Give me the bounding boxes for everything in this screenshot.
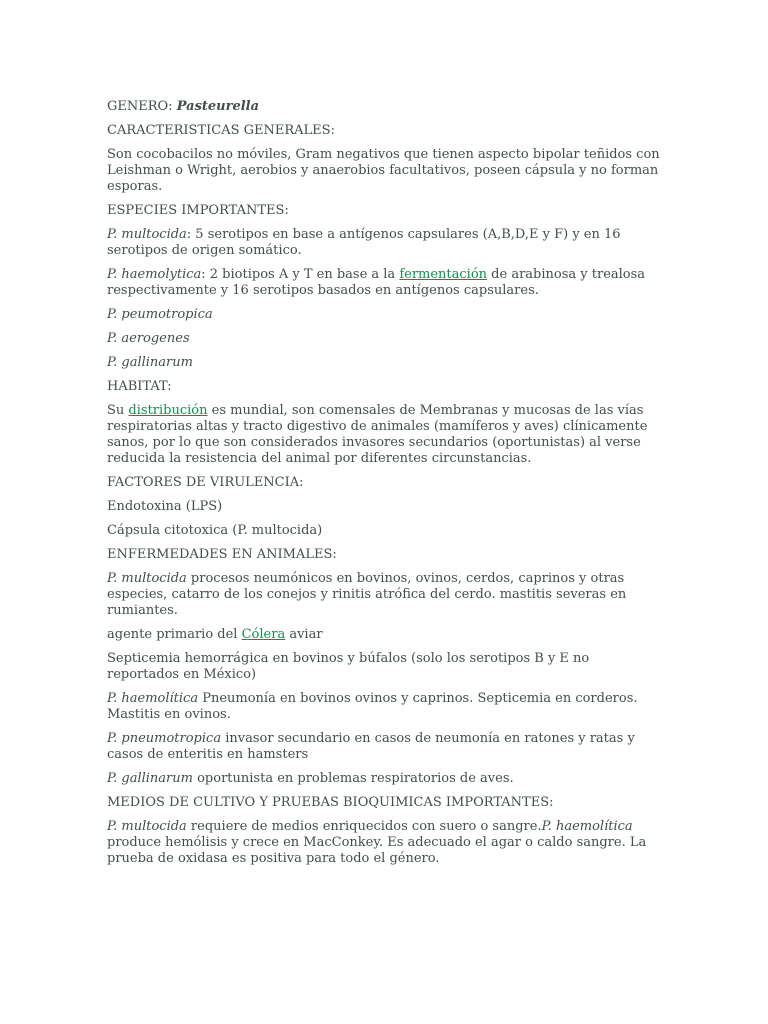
media-paragraph [107,819,663,867]
species-description: de arabinosa y trealosa respectivamente y 16 serotipos basados en antígenos capsulares. [107,267,646,298]
colera-link[interactable]: Cólera [241,627,286,642]
fermentacion-link[interactable]: fermentación [399,267,488,282]
virulence-item-endotoxin: Endotoxina (LPS) [107,499,223,514]
disease-description: aviar [285,627,323,642]
species-peumotropica: P. peumotropica [107,307,213,322]
disease-description: procesos neumónicos en bovinos, ovinos, cerdos, caprinos y otras especies, catarro de los conejos y rinitis atrófica del cerdo. mastitis severas en rumiantes. [107,571,627,618]
species-name: P. haemolítica [107,691,199,706]
species-description: : 5 serotipos en base a antígenos capsulares (A,B,D,E y F) y en 16 serotipos de origen somático. [107,227,621,258]
disease-haemolitica [107,691,663,723]
general-heading: CARACTERISTICAS GENERALES: [107,123,335,138]
species-description: : 2 biotipos A y T en base a la [201,267,400,282]
document-body [107,99,663,875]
species-heading: ESPECIES IMPORTANTES: [107,203,289,218]
species-name: P. haemolytica [107,267,202,282]
genus-label: GENERO: [107,99,173,114]
disease-description: Pneumonía en bovinos ovinos y caprinos. Septicemia en corderos. Mastitis en ovinos. [107,691,638,722]
species-name: P. gallinarum [107,771,193,786]
species-name: P. haemolítica [541,819,633,834]
species-name: P. pneumotropica [107,731,222,746]
genus-line [107,99,663,115]
disease-description: agente primario del [107,627,242,642]
diseases-heading: ENFERMEDADES EN ANIMALES: [107,547,337,562]
species-multocida [107,227,663,259]
habitat-text: Su [107,403,129,418]
media-text: requiere de medios enriquecidos con suero o sangre. [186,819,542,834]
distribucion-link[interactable]: distribución [128,403,208,418]
species-haemolytica [107,267,663,299]
disease-cholera [107,627,663,643]
species-gallinarum: P. gallinarum [107,355,193,370]
disease-description: oportunista en problemas respiratorios de aves. [192,771,514,786]
habitat-text: es mundial, son comensales de Membranas y mucosas de las vías respiratorias altas y tracto digestivo de animales (mamíferos y aves) clínicamente sanos, por lo que son considerados invasores secundarios (oportunistas) al verse reducida la resistencia del animal por diferentes circunstancias. [107,403,648,466]
disease-septicemia: Septicemia hemorrágica en bovinos y búfalos (solo los serotipos B y E no reportados en México) [107,651,590,682]
species-name: P. multocida [107,571,187,586]
disease-description: invasor secundario en casos de neumonía en ratones y ratas y casos de enteritis en hamsters [107,731,635,762]
disease-multocida [107,571,663,619]
species-name: P. multocida [107,227,187,242]
species-aerogenes: P. aerogenes [107,331,190,346]
media-text: produce hemólisis y crece en MacConkey. Es adecuado el agar o caldo sangre. La prueba de oxidasa es positiva para todo el género. [107,835,647,866]
media-heading: MEDIOS DE CULTIVO Y PRUEBAS BIOQUIMICAS IMPORTANTES: [107,795,554,810]
general-paragraph: Son cocobacilos no móviles, Gram negativos que tienen aspecto bipolar teñidos con Leishman o Wright, aerobios y anaerobios facultativos, poseen cápsula y no forman esporas. [107,147,660,194]
habitat-paragraph [107,403,663,467]
virulence-heading: FACTORES DE VIRULENCIA: [107,475,304,490]
disease-gallinarum [107,771,663,787]
genus-name: Pasteurella [176,99,260,114]
species-name: P. multocida [107,819,187,834]
virulence-item-capsule: Cápsula citotoxica (P. multocida) [107,523,323,538]
disease-pneumotropica [107,731,663,763]
habitat-heading: HABITAT: [107,379,172,394]
